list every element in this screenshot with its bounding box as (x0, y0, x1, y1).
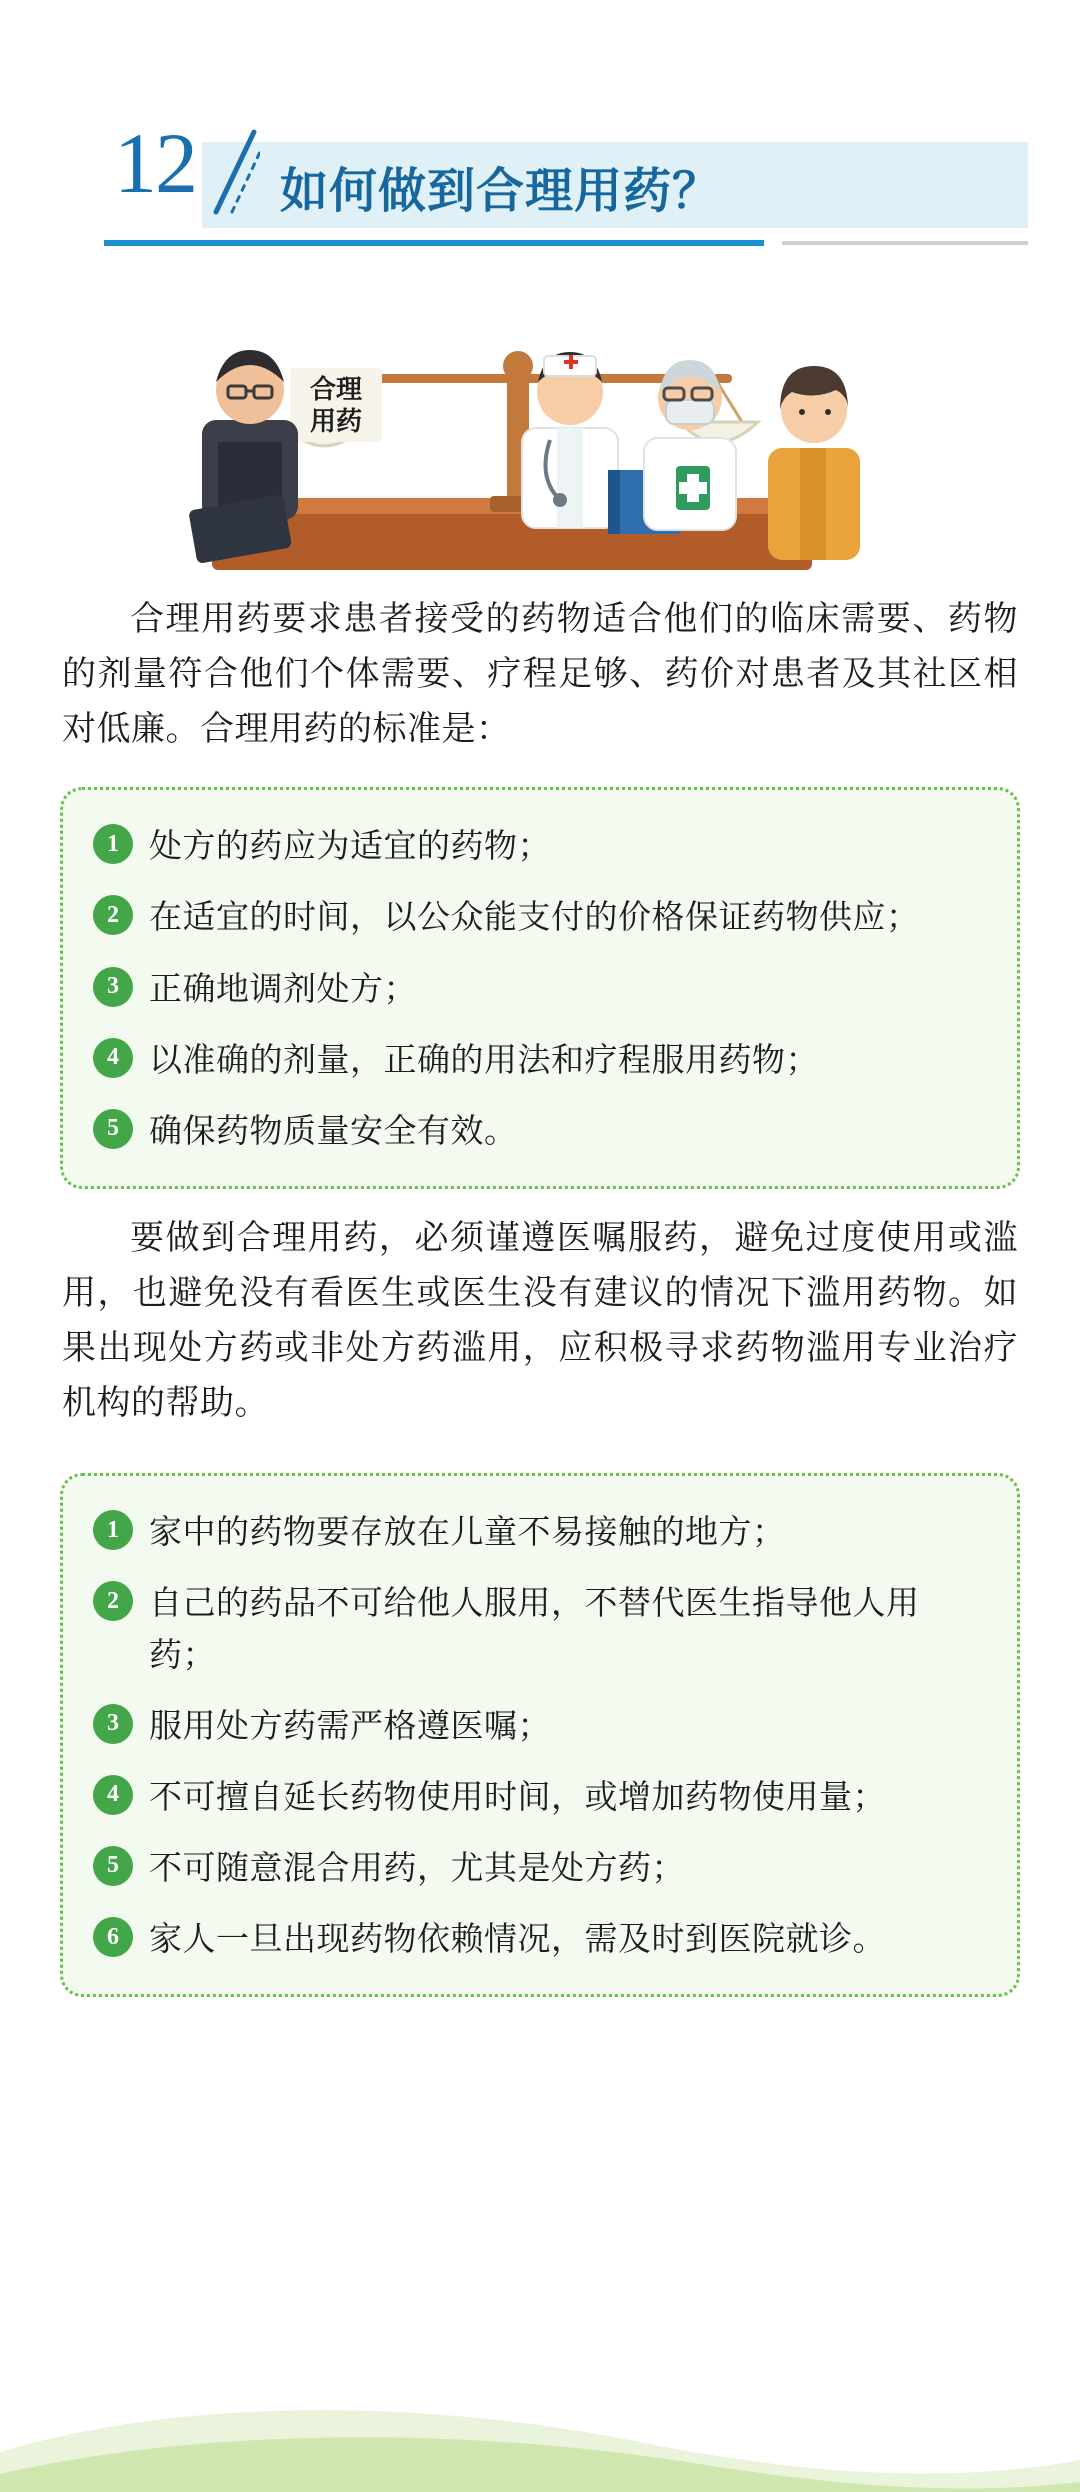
list-item (93, 1698, 983, 1751)
list-item (93, 818, 983, 871)
item-text: 不可擅自延长药物使用时间，或增加药物使用量； (149, 1777, 886, 1815)
list-item (93, 1103, 983, 1156)
item-text: 服用处方药需严格遵医嘱； (149, 1706, 551, 1744)
item-text: 正确地调剂处方； (149, 969, 417, 1007)
item-number-badge: 6 (93, 1917, 133, 1957)
item-text: 家中的药物要存放在儿童不易接触的地方； (149, 1513, 786, 1551)
middle-paragraph: 要做到合理用药，必须谨遵医嘱服药，避免过度使用或滥用，也避免没有看医生或医生没有建议的情况下滥用药物。如果出现处方药或非处方药滥用，应积极寻求药物滥用专业治疗机构的帮助。 (62, 1218, 1018, 1423)
hero-illustration (52, 270, 1028, 570)
item-text: 自己的药品不可给他人服用，不替代医生指导他人用药； (149, 1584, 920, 1673)
safety-list-box (60, 1473, 1020, 1997)
item-number-badge: 2 (93, 1581, 133, 1621)
list-item (93, 889, 983, 942)
item-number-badge: 3 (93, 967, 133, 1007)
judge-figure (188, 350, 298, 564)
item-text: 以准确的剂量，正确的用法和疗程服用药物； (149, 1040, 819, 1078)
section-number: 12 (114, 115, 196, 211)
pharmacist-figure (644, 360, 736, 530)
list-item (93, 1504, 983, 1557)
header-rules (52, 240, 1028, 256)
intro-paragraph: 合理用药要求患者接受的药物适合他们的临床需要、药物的剂量符合他们个体需要、疗程足够、药价对患者及其社区相对低廉。合理用药的标准是： (62, 600, 1018, 749)
list-item (93, 1840, 983, 1893)
illustration-svg (52, 270, 1028, 570)
slash-decoration-icon (210, 126, 260, 218)
list-item (93, 1575, 983, 1679)
item-text: 处方的药应为适宜的药物； (149, 827, 551, 865)
bottom-wave-decoration (0, 2302, 1080, 2492)
item-number-badge: 2 (93, 895, 133, 935)
list-item (93, 1032, 983, 1085)
rule-secondary (782, 241, 1028, 245)
page-title: 如何做到合理用药？ (280, 165, 722, 218)
page-root (0, 115, 1080, 2492)
item-number-badge: 5 (93, 1109, 133, 1149)
item-text: 在适宜的时间，以公众能支付的价格保证药物供应； (149, 898, 920, 936)
list-item (93, 1769, 983, 1822)
list-item (93, 961, 983, 1014)
list-item (93, 1911, 983, 1964)
item-number-badge: 4 (93, 1038, 133, 1078)
item-number-badge: 1 (93, 824, 133, 864)
page-header (52, 115, 1028, 232)
scale-label-line2: 用药 (309, 406, 363, 436)
item-text: 家人一旦出现药物依赖情况，需及时到医院就诊。 (149, 1920, 886, 1958)
scale-label-line1: 合理 (309, 374, 363, 404)
criteria-list-box (60, 787, 1020, 1189)
item-text: 确保药物质量安全有效。 (149, 1111, 518, 1149)
patient-figure (768, 366, 860, 560)
item-text: 不可随意混合用药，尤其是处方药； (149, 1848, 685, 1886)
item-number-badge: 4 (93, 1775, 133, 1815)
item-number-badge: 1 (93, 1510, 133, 1550)
item-number-badge: 5 (93, 1846, 133, 1886)
item-number-badge: 3 (93, 1704, 133, 1744)
rule-primary (104, 240, 764, 246)
